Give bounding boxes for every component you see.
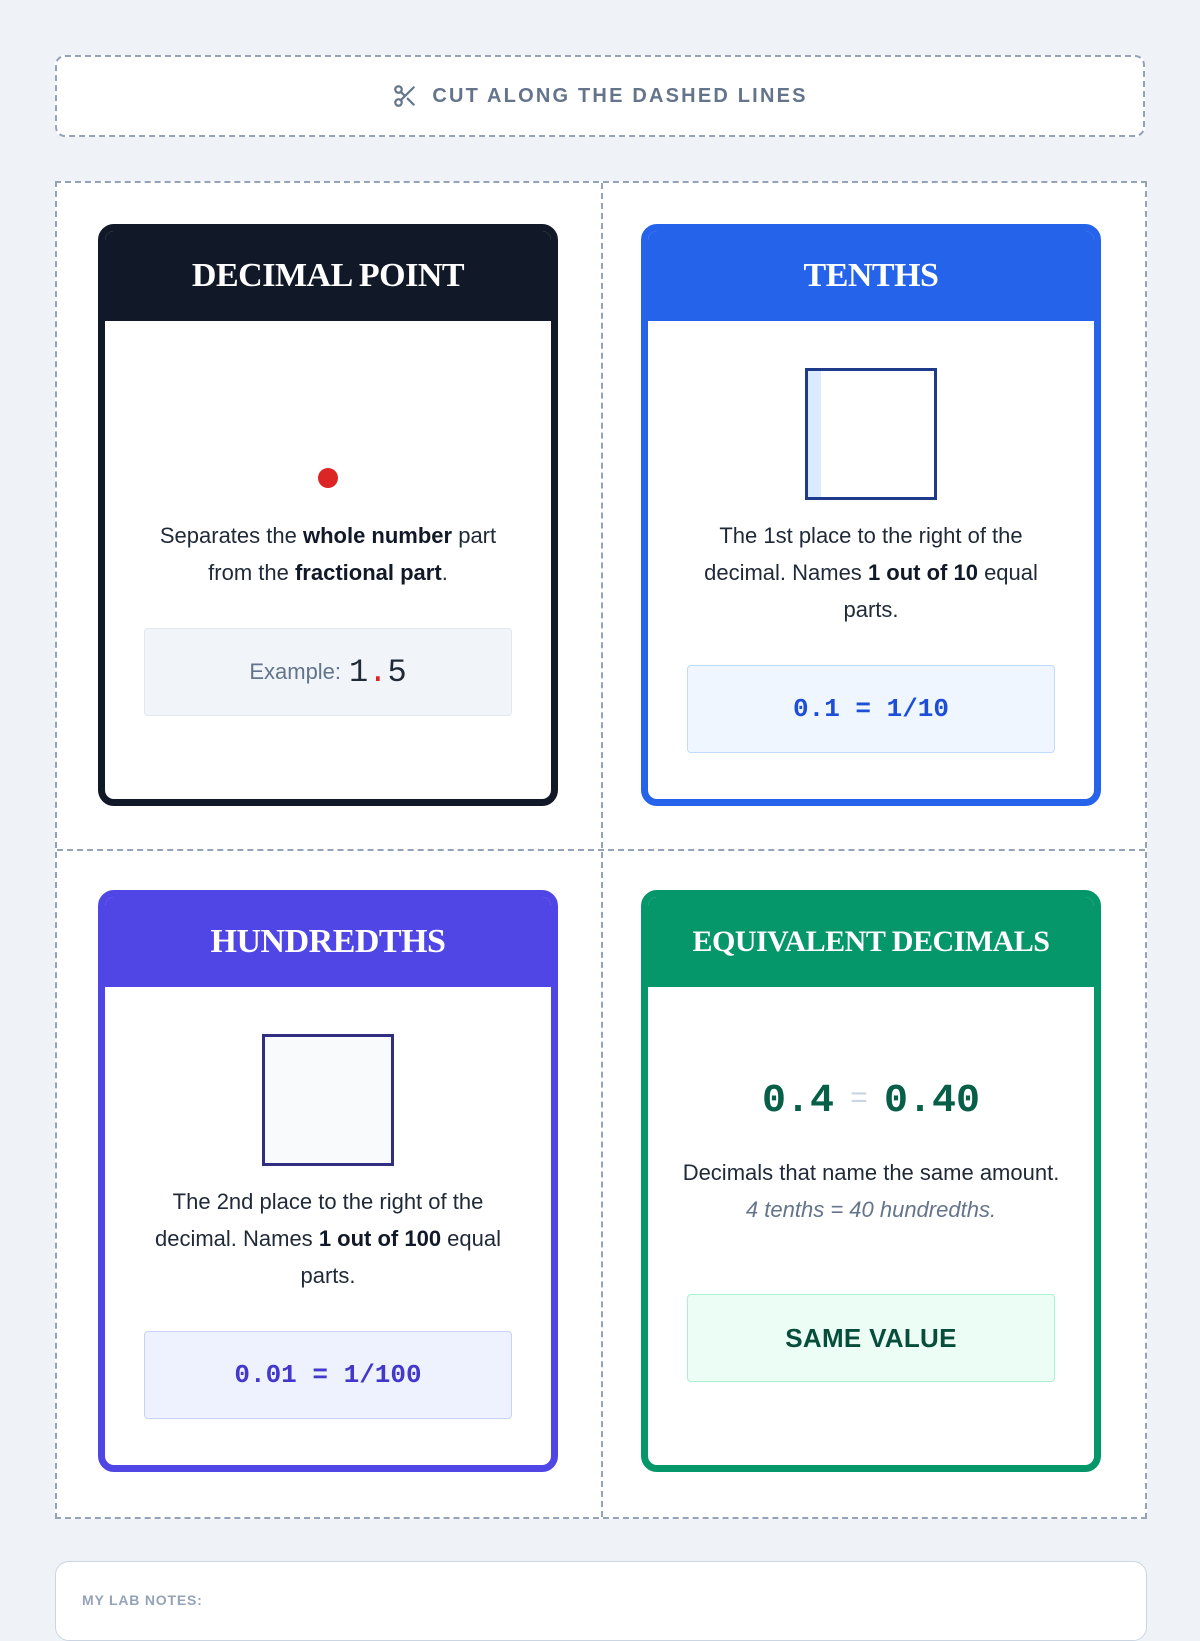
badge-text: SAME VALUE [785,1322,957,1353]
equivalent-decimals-card [641,890,1101,1472]
cut-instructions-banner [55,55,1145,137]
card-title: DECIMAL POINT [105,231,551,321]
equivalence-display [648,1079,1094,1124]
card-description: The 1st place to the right of the decimal. Names 1 out of 10 equal parts. [704,523,1038,622]
example-number: 1.5 [349,653,407,691]
example-equation: 0.01 = 1/100 [234,1360,422,1390]
card-title: EQUIVALENT DECIMALS [648,897,1094,987]
example-label: Example: [249,659,342,684]
right-value: 0.40 [884,1079,981,1124]
horizontal-cut-line [57,849,1145,851]
cut-instructions-text: CUT ALONG THE DASHED LINES [432,84,808,107]
example-equation: 0.1 = 1/10 [792,694,950,724]
hundredths-grid-square [262,1034,394,1166]
equals-sign: = [849,1083,868,1117]
card-description: Separates the whole number part from the fractional part. [159,523,497,585]
card-description: The 2nd place to the right of the decimal. Names 1 out of 100 equal parts. [154,1189,502,1288]
card-title: TENTHS [648,231,1094,321]
lab-notes-box[interactable] [55,1561,1147,1641]
example-box [144,628,512,716]
same-value-badge [687,1294,1055,1382]
card-title: HUNDREDTHS [105,897,551,987]
card-description: Decimals that name the same amount. 4 tenths = 40 hundredths. [682,1160,1060,1222]
lab-notes-label: MY LAB NOTES: [82,1592,203,1608]
decimal-point-card [98,224,558,806]
example-box [144,1331,512,1419]
left-value: 0.4 [761,1079,834,1124]
example-box [687,665,1055,753]
tenths-card [641,224,1101,806]
hundredths-card [98,890,558,1472]
tenths-grid-square [805,368,937,500]
scissors-icon [392,83,418,109]
decimal-point-dot-icon [318,468,338,488]
cutout-sheet [55,181,1147,1519]
tenths-shaded-column [808,371,821,497]
